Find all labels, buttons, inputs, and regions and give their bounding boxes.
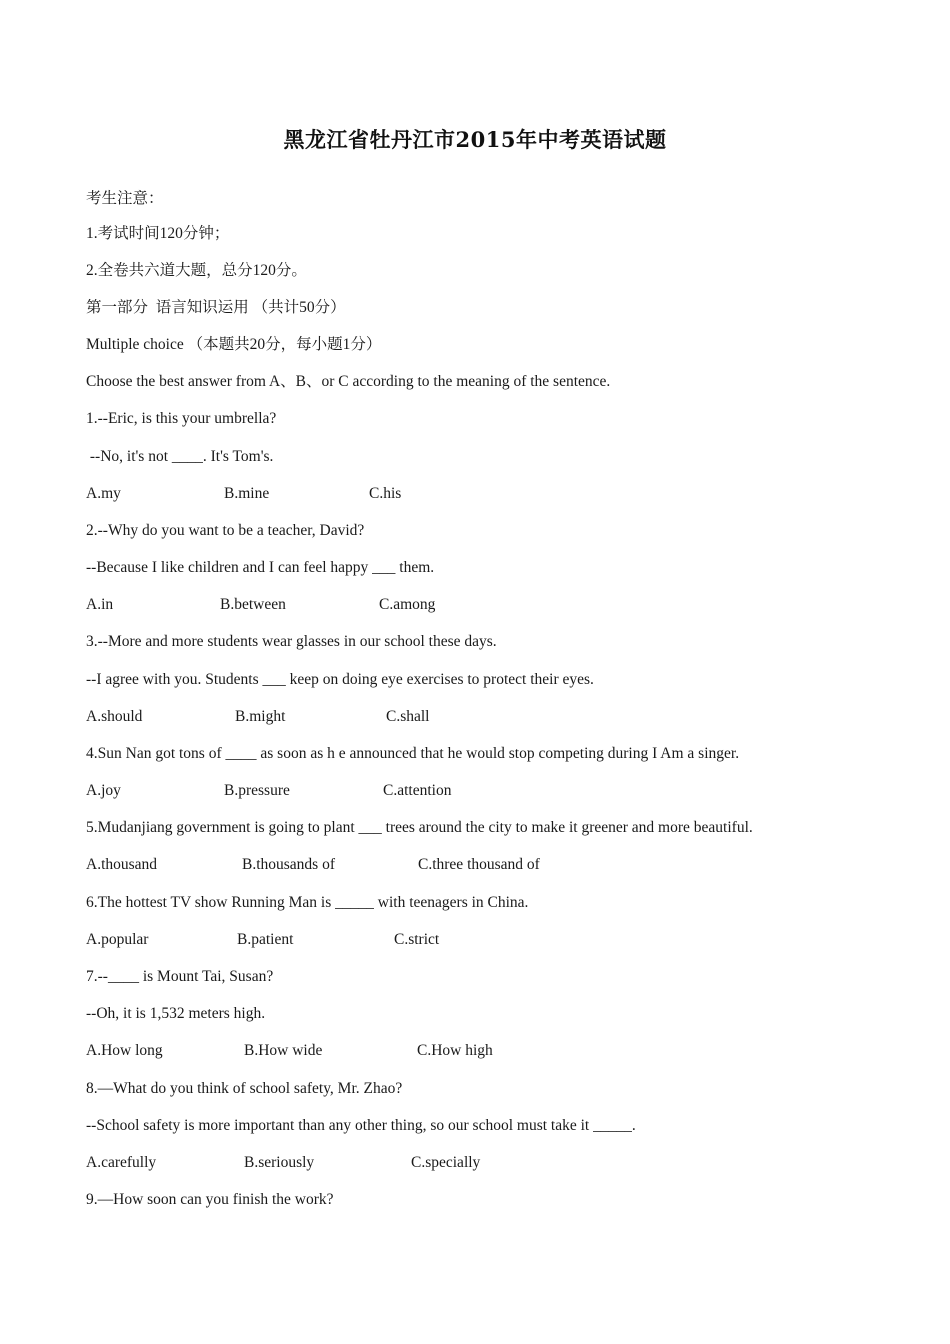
notice-heading: 考生注意： xyxy=(86,190,164,207)
answer-option: A.carefully xyxy=(86,1154,157,1171)
answer-option: A.popular xyxy=(86,931,149,948)
answer-option: B.between xyxy=(220,596,286,613)
question-text: 6.The hottest TV show Running Man is _____ with teenagers in China. xyxy=(86,894,529,911)
answer-option: A.in xyxy=(86,596,114,613)
answer-option: B.seriously xyxy=(244,1154,315,1171)
answer-option: B.mine xyxy=(224,485,270,502)
answer-option: B.might xyxy=(235,708,286,725)
notice-item: 2.全卷共六道大题，总分120分。 xyxy=(86,262,307,279)
answer-option: B.How wide xyxy=(244,1042,323,1059)
question-text: 3.--More and more students wear glasses in our school these days. xyxy=(86,633,497,650)
answer-option: C.shall xyxy=(386,708,430,725)
answer-option: C.his xyxy=(369,485,402,502)
answer-option: C.specially xyxy=(411,1154,481,1171)
instruction-text: Choose the best answer from A、B、or C according to the meaning of the sentence. xyxy=(86,373,611,390)
answer-option: A.thousand xyxy=(86,856,158,873)
question-text: 2.--Why do you want to be a teacher, David? xyxy=(86,522,365,539)
page-title: 黑龙江省牡丹江市2015年中考英语试题 xyxy=(283,127,667,152)
answer-option: C.three thousand of xyxy=(418,856,540,873)
question-text: 1.--Eric, is this your umbrella? xyxy=(86,410,277,427)
answer-option: A.joy xyxy=(86,782,121,799)
answer-option: C.How high xyxy=(417,1042,493,1059)
question-text: 9.—How soon can you finish the work? xyxy=(86,1191,334,1208)
question-text: --School safety is more important than any other thing, so our school must take it _____. xyxy=(86,1117,636,1134)
answer-option: C.strict xyxy=(394,931,440,948)
answer-option: C.attention xyxy=(383,782,452,799)
question-text: --Oh, it is 1,532 meters high. xyxy=(86,1005,266,1022)
answer-option: A.my xyxy=(86,485,121,502)
answer-option: B.pressure xyxy=(224,782,290,799)
question-text: --I agree with you. Students ___ keep on doing eye exercises to protect their eyes. xyxy=(86,671,594,688)
notice-item: 1.考试时间120分钟； xyxy=(86,225,230,242)
answer-option: C.among xyxy=(379,596,436,613)
question-text: 8.—What do you think of school safety, Mr. Zhao? xyxy=(86,1080,403,1097)
answer-option: A.should xyxy=(86,708,143,725)
answer-option: A.How long xyxy=(86,1042,163,1059)
question-text: 4.Sun Nan got tons of ____ as soon as h e announced that he would stop competing during I Am a singer. xyxy=(86,745,740,762)
question-text: --No, it's not ____. It's Tom's. xyxy=(86,448,274,465)
answer-option: B.thousands of xyxy=(242,856,335,873)
question-text: 5.Mudanjiang government is going to plant ___ trees around the city to make it greener and more beautiful. xyxy=(86,819,753,836)
part-heading: 第一部分 语言知识运用 （共计50分） xyxy=(86,299,346,316)
question-text: --Because I like children and I can feel happy ___ them. xyxy=(86,559,435,576)
answer-option: B.patient xyxy=(237,931,294,948)
section-heading: Multiple choice （本题共20分，每小题1分） xyxy=(86,336,382,353)
question-text: 7.--____ is Mount Tai, Susan? xyxy=(86,968,274,985)
